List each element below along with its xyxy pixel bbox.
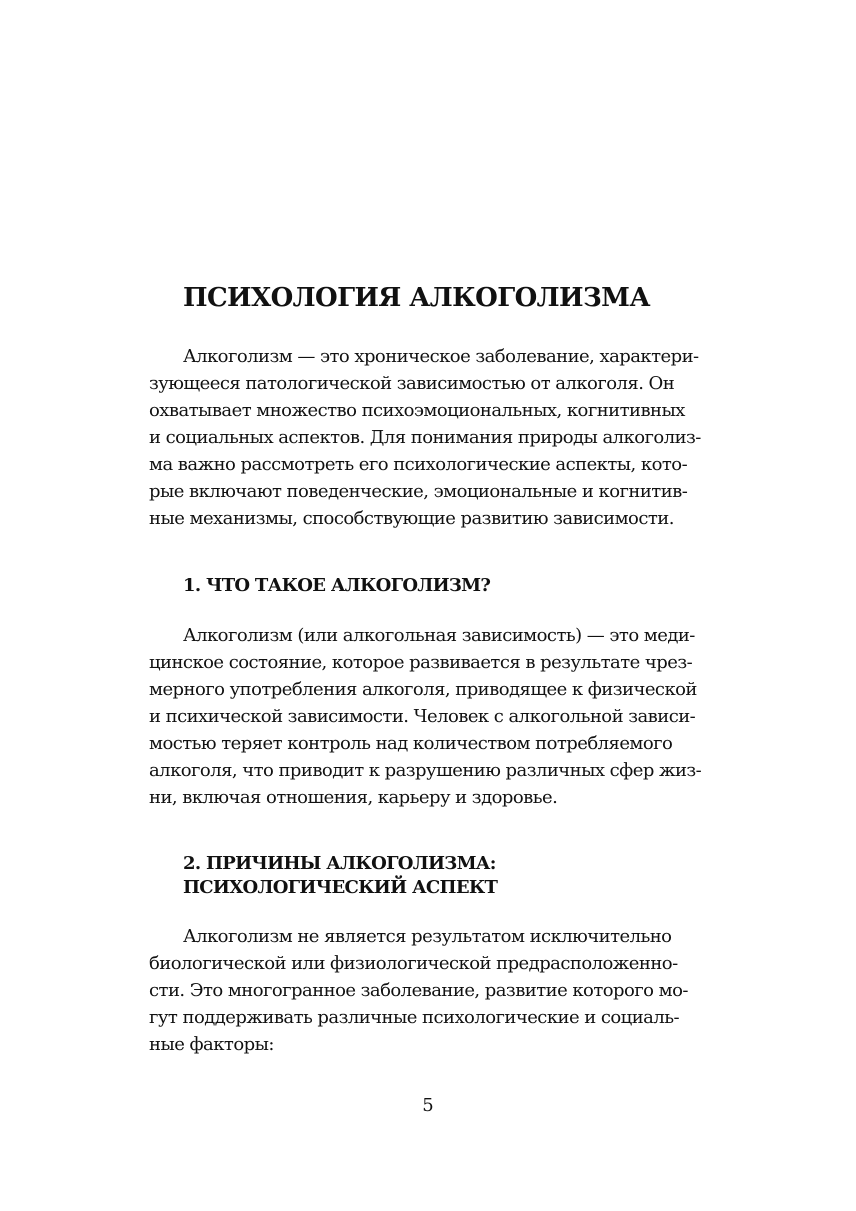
heading-line: 2. ПРИЧИНЫ АЛКОГОЛИЗМА: xyxy=(183,853,496,874)
paragraph-line: зующееся патологической зависимостью от алкоголя. Он xyxy=(149,373,675,394)
paragraph-line: алкоголя, что приводит к разрушению различных сфер жиз- xyxy=(149,760,702,781)
chapter-title: ПСИХОЛОГИЯ АЛКОГОЛИЗМА xyxy=(183,283,650,313)
paragraph-line: цинское состояние, которое развивается в результате чрез- xyxy=(149,652,693,673)
paragraph-line: Алкоголизм не является результатом исключительно xyxy=(183,926,672,947)
paragraph-line: мостью теряет контроль над количеством потребляемого xyxy=(149,733,673,754)
heading-line: ПСИХОЛОГИЧЕСКИЙ АСПЕКТ xyxy=(183,877,498,898)
paragraph-line: ни, включая отношения, карьеру и здоровье. xyxy=(149,787,558,808)
paragraph-line: и социальных аспектов. Для понимания природы алкоголиз- xyxy=(149,427,701,448)
section-1-paragraph xyxy=(149,622,701,811)
paragraph-line: охватывает множество психоэмоциональных, когнитивных xyxy=(149,400,685,421)
page-number: 5 xyxy=(422,1095,434,1116)
paragraph-line: рые включают поведенческие, эмоциональные и когнитив- xyxy=(149,481,688,502)
paragraph-line: ма важно рассмотреть его психологические аспекты, кото- xyxy=(149,454,688,475)
paragraph-line: Алкоголизм (или алкогольная зависимость) — это меди- xyxy=(183,625,695,646)
paragraph-line: ные механизмы, способствующие развитию зависимости. xyxy=(149,508,674,529)
section-2-heading xyxy=(183,852,497,900)
section-1-heading: 1. ЧТО ТАКОЕ АЛКОГОЛИЗМ? xyxy=(183,575,491,596)
paragraph-line: сти. Это многогранное заболевание, развитие которого мо- xyxy=(149,980,688,1001)
section-2-paragraph xyxy=(149,923,688,1058)
intro-paragraph xyxy=(149,343,701,532)
paragraph-line: биологической или физиологической предрасположенно- xyxy=(149,953,678,974)
paragraph-line: гут поддерживать различные психологические и социаль- xyxy=(149,1007,680,1028)
paragraph-line: ные факторы: xyxy=(149,1034,274,1055)
paragraph-line: и психической зависимости. Человек с алкогольной зависи- xyxy=(149,706,696,727)
paragraph-line: мерного употребления алкоголя, приводящее к физической xyxy=(149,679,697,700)
paragraph-line: Алкоголизм — это хроническое заболевание, характери- xyxy=(183,346,699,367)
